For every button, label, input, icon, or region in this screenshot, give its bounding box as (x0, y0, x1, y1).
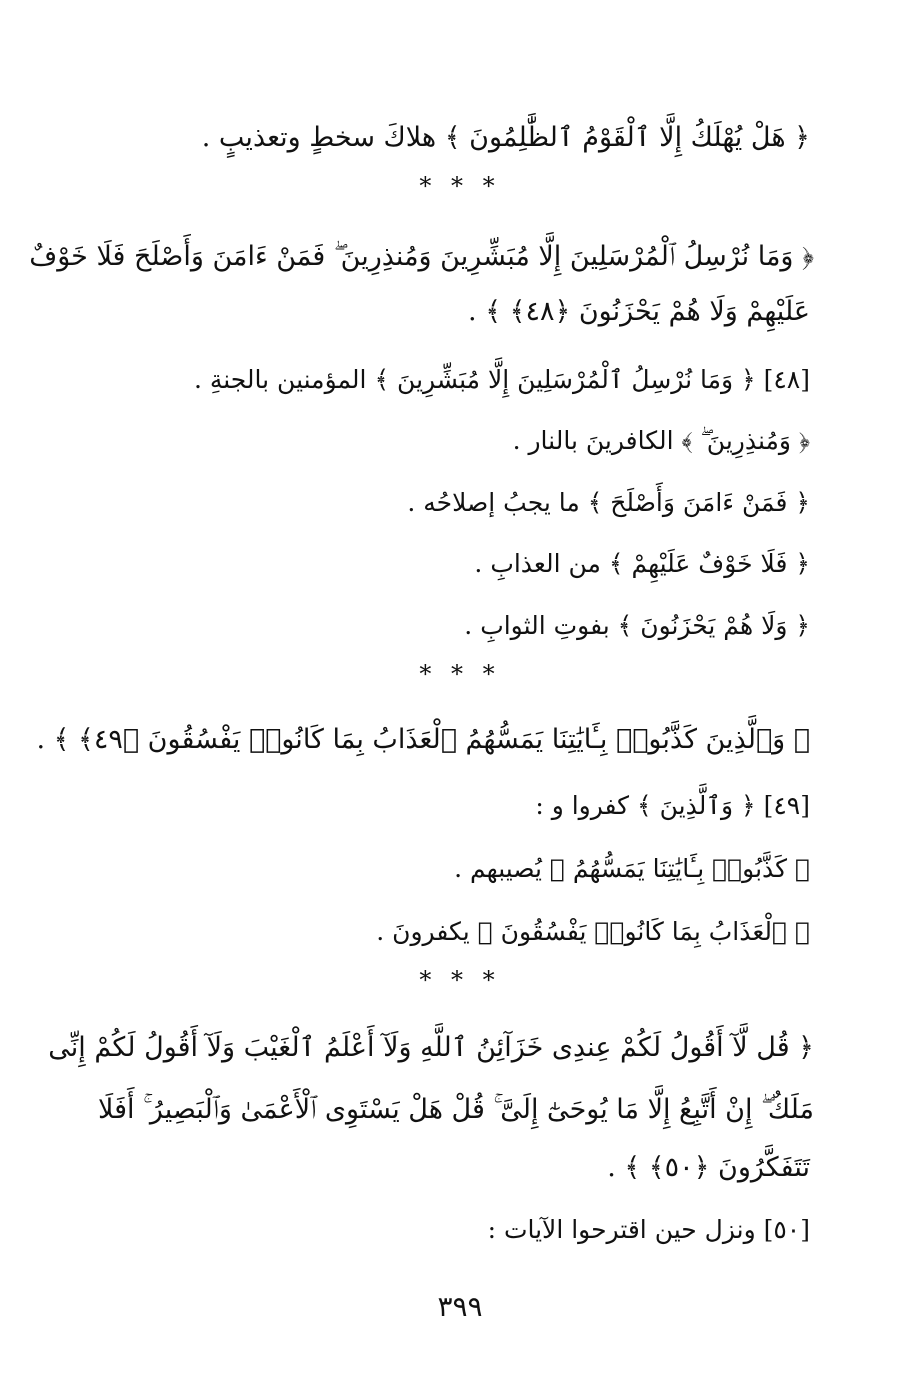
verse-49: ﴿ وَٱلَّذِينَ كَذَّبُوا۟ بِـَٔايَٰتِنَا يَمَسُّهُمُ ٱلْعَذَابُ بِمَا كَانُوا۟ يَفْسُقُونَ ﴿٤٩﴾ ﴾ . (36, 724, 810, 755)
section-separator-1: * * * (419, 172, 501, 200)
section-separator-2: * * * (419, 660, 501, 688)
commentary-49-denied: ﴿ كَذَّبُوا۟ بِـَٔايَٰتِنَا يَمَسُّهُمُ ﴾ يُصيبهم . (454, 854, 810, 883)
verse-50-line-2: مَلَكٌ ۖ إِنْ أَتَّبِعُ إِلَّا مَا يُوحَىٰٓ إِلَىَّ ۚ قُلْ هَلْ يَسْتَوِى ٱلْأَعْمَىٰ وَٱلْبَصِيرُ ۚ أَفَلَا (98, 1094, 814, 1125)
commentary-50-intro: [٥٠] ونزل حين اقترحوا الآيات : (487, 1215, 810, 1244)
verse-48-line-2: عَلَيْهِمْ وَلَا هُمْ يَحْزَنُونَ ﴿٤٨﴾ ﴾ . (468, 296, 810, 327)
commentary-49-intro: [٤٩] ﴿ وَٱلَّذِينَ ﴾ كفروا و : (535, 791, 810, 820)
commentary-48-no-fear: ﴿ فَلَا خَوْفٌ عَلَيْهِمْ ﴾ من العذابِ . (474, 549, 810, 578)
verse-47-end: ﴿ هَلْ يُهْلَكُ إِلَّا ٱلْقَوْمُ ٱلظَّٰلِمُونَ ﴾ هلاكَ سخطٍ وتعذيبٍ . (201, 122, 810, 153)
section-separator-3: * * * (419, 966, 501, 994)
commentary-48-no-grief: ﴿ وَلَا هُمْ يَحْزَنُونَ ﴾ بفوتِ الثوابِ . (464, 611, 810, 640)
verse-50-line-1: ﴿ قُل لَّآ أَقُولُ لَكُمْ عِندِى خَزَآئِنُ ٱللَّهِ وَلَآ أَعْلَمُ ٱلْغَيْبَ وَلَآ أَقُولُ لَكُمْ إِنِّى (48, 1032, 814, 1063)
commentary-48-believe: ﴿ فَمَنْ ءَامَنَ وَأَصْلَحَ ﴾ ما يجبُ إصلاحُه . (407, 488, 810, 517)
commentary-48-intro: [٤٨] ﴿ وَمَا نُرْسِلُ ٱلْمُرْسَلِينَ إِلَّا مُبَشِّرِينَ ﴾ المؤمنين بالجنةِ . (193, 365, 810, 394)
verse-50-line-3: تَتَفَكَّرُونَ ﴿٥٠﴾ ﴾ . (607, 1152, 810, 1183)
commentary-48-warners: ﴿ وَمُنذِرِينَ ۖ ﴾ الكافرينَ بالنار . (512, 426, 810, 455)
verse-48-line-1: ﴿ وَمَا نُرْسِلُ ٱلْمُرْسَلِينَ إِلَّا مُبَشِّرِينَ وَمُنذِرِينَ ۖ فَمَنْ ءَامَنَ وَأَصْلَحَ فَلَا خَوْفٌ (29, 241, 814, 272)
page-number: ٣٩٩ (437, 1290, 483, 1323)
commentary-49-punishment: ﴿ ٱلْعَذَابُ بِمَا كَانُوا۟ يَفْسُقُونَ ﴾ يكفرونَ . (376, 917, 810, 946)
